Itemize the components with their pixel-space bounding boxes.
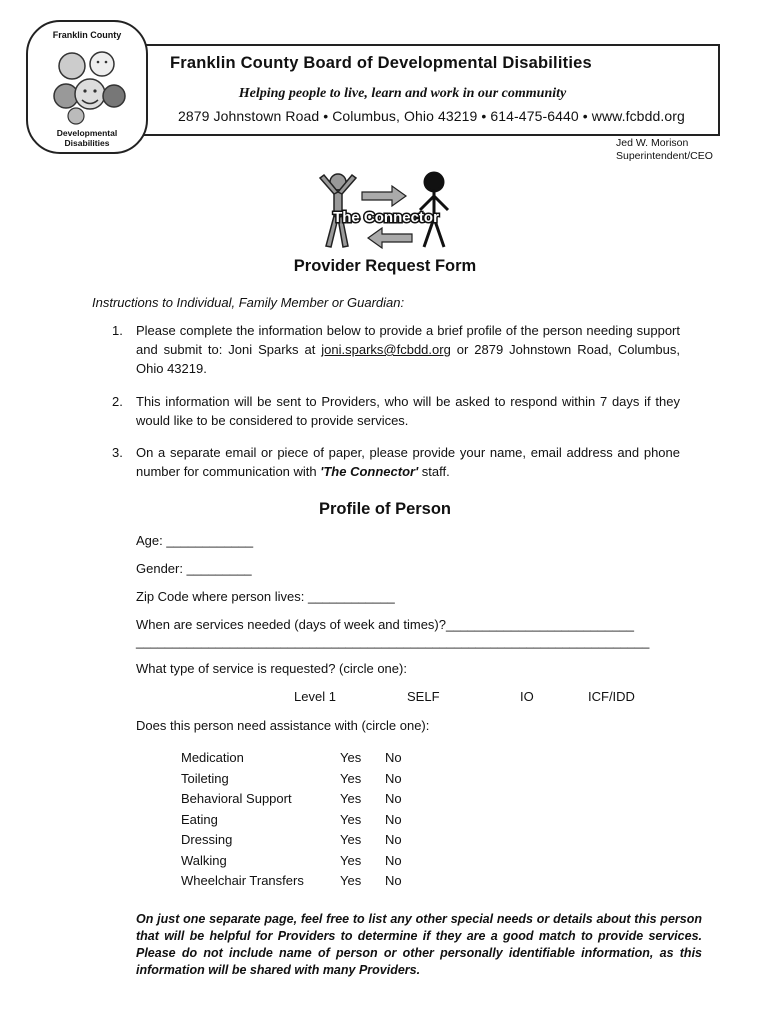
email-link[interactable]: joni.sparks@fcbdd.org	[321, 342, 451, 357]
item-text: Please complete the information below to provide a brief profile of the person needing support and submit to: Joni Sparks at joni.sparks@fcbdd.org or 2879 Johnstown Road, Columbus, Ohio 43219.	[136, 323, 680, 376]
services-when-field[interactable]: When are services needed (days of week and times)?__________________________	[136, 617, 634, 632]
instruction-item	[112, 392, 680, 430]
need-yes-option[interactable]: Yes	[340, 873, 362, 888]
form-title: Provider Request Form	[293, 257, 477, 275]
services-when-line[interactable]: _______________________________________________________________________	[136, 634, 650, 649]
service-option-self[interactable]: SELF	[407, 689, 440, 704]
instruction-item	[112, 321, 680, 378]
need-no-option[interactable]: No	[385, 832, 402, 847]
tagline: Helping people to live, learn and work in our community	[238, 86, 567, 101]
need-label: Toileting	[181, 771, 229, 786]
logo-bottom-line2: Disabilities	[64, 138, 110, 148]
instructions-heading: Instructions to Individual, Family Member or Guardian:	[92, 295, 405, 310]
service-option-level1[interactable]: Level 1	[294, 689, 336, 704]
age-field[interactable]: Age: ____________	[136, 533, 254, 548]
logo-bottom-line1: Developmental	[56, 128, 118, 138]
need-no-option[interactable]: No	[385, 750, 402, 765]
need-yes-option[interactable]: Yes	[340, 791, 362, 806]
need-label: Medication	[181, 750, 244, 765]
zip-field[interactable]: Zip Code where person lives: ____________	[136, 589, 395, 604]
connector-logo	[316, 170, 456, 252]
superintendent-block	[616, 137, 713, 163]
service-option-io[interactable]: IO	[520, 689, 534, 704]
connector-logo-text: The Connector	[333, 209, 439, 226]
superintendent-title: Superintendent/CEO	[616, 150, 713, 162]
gender-field[interactable]: Gender: _________	[136, 561, 252, 576]
logo-top-text: Franklin County	[52, 30, 122, 40]
item-text: On a separate email or piece of paper, please provide your name, email address and phone number for communication with 'The Connector' staff.	[136, 445, 680, 479]
item-number: 2.	[112, 394, 123, 409]
instruction-item	[112, 443, 680, 481]
superintendent-name: Jed W. Morison	[616, 137, 689, 149]
need-no-option[interactable]: No	[385, 853, 402, 868]
people-faces-illustration	[46, 44, 128, 126]
county-logo	[26, 20, 148, 154]
need-label: Eating	[181, 812, 218, 827]
need-yes-option[interactable]: Yes	[340, 853, 362, 868]
organization-name: Franklin County Board of Developmental Disabilities	[170, 54, 592, 72]
need-yes-option[interactable]: Yes	[340, 832, 362, 847]
connector-emphasis: 'The Connector'	[320, 464, 419, 479]
closing-note: On just one separate page, feel free to list any other special needs or details about this person that will be helpful for Providers to determine if they are a good match to provide services. Please do not include name of person or other personally identifiable information, as this information will be shared with many Providers.	[136, 912, 702, 977]
need-no-option[interactable]: No	[385, 791, 402, 806]
need-label: Walking	[181, 853, 227, 868]
service-type-question: What type of service is requested? (circle one):	[136, 661, 407, 676]
need-no-option[interactable]: No	[385, 873, 402, 888]
need-no-option[interactable]: No	[385, 812, 402, 827]
item-number: 3.	[112, 445, 123, 460]
assistance-question: Does this person need assistance with (circle one):	[136, 718, 430, 733]
need-yes-option[interactable]: Yes	[340, 812, 362, 827]
contact-address: 2879 Johnstown Road • Columbus, Ohio 43219 • 614-475-6440 • www.fcbdd.org	[178, 108, 685, 124]
need-yes-option[interactable]: Yes	[340, 750, 362, 765]
letterhead-frame	[120, 44, 720, 136]
need-label: Behavioral Support	[181, 791, 292, 806]
need-no-option[interactable]: No	[385, 771, 402, 786]
service-option-icf-idd[interactable]: ICF/IDD	[588, 689, 635, 704]
need-yes-option[interactable]: Yes	[340, 771, 362, 786]
profile-title: Profile of Person	[318, 500, 452, 518]
need-label: Wheelchair Transfers	[181, 873, 304, 888]
item-number: 1.	[112, 323, 123, 338]
need-label: Dressing	[181, 832, 233, 847]
item-text: This information will be sent to Providers, who will be asked to respond within 7 days if they would like to be considered to provide services.	[136, 394, 680, 428]
